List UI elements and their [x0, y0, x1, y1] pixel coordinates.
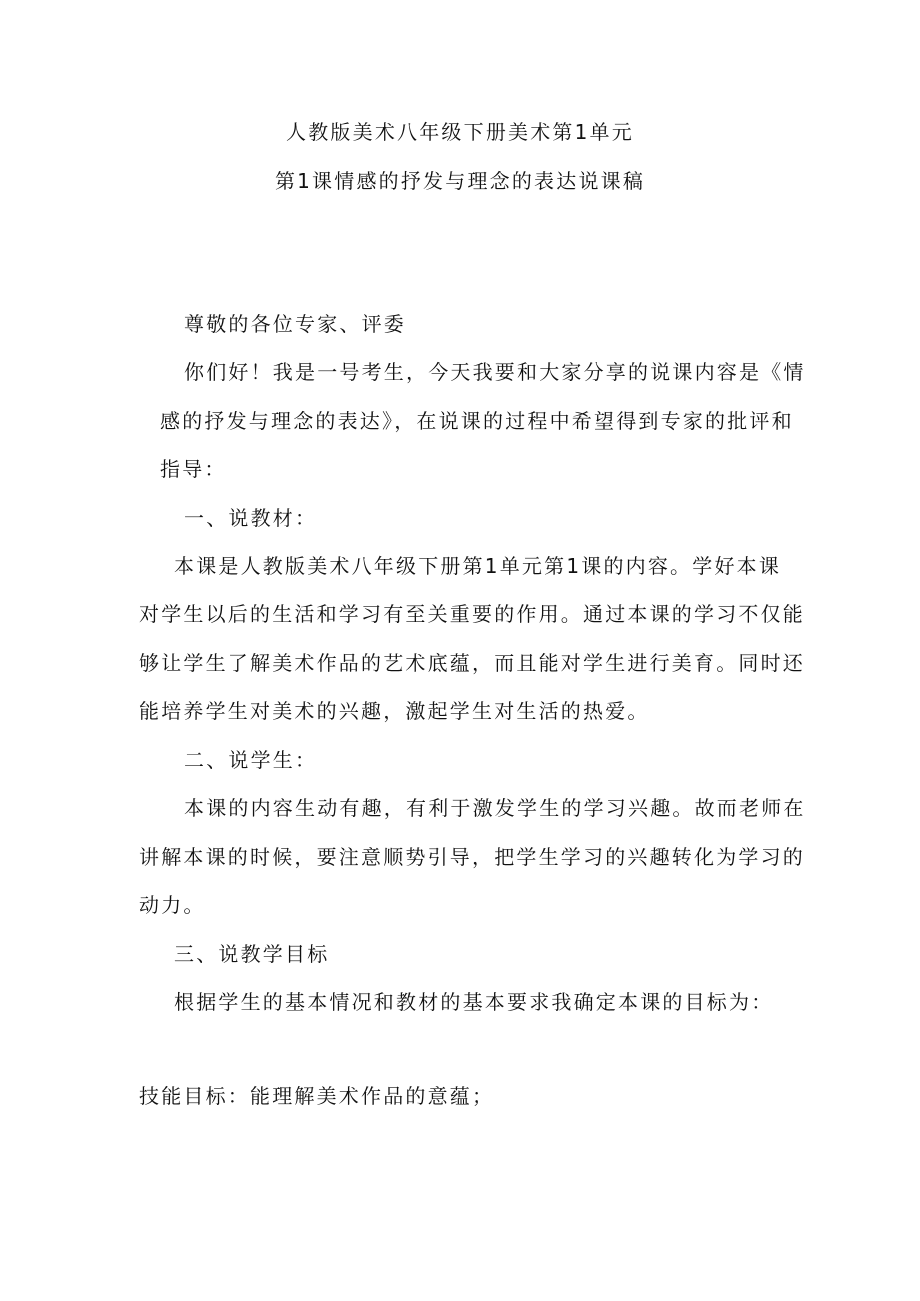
title-line-2: 第1课情感的抒发与理念的表达说课稿 — [274, 169, 646, 193]
section1-line-4: 能培养学生对美术的兴趣，激起学生对生活的热爱。 — [139, 699, 650, 723]
intro-line-3: 指导： — [160, 457, 227, 481]
salutation: 尊敬的各位专家、评委 — [184, 312, 406, 336]
section2-line-3: 动力。 — [139, 893, 206, 917]
intro-line-1: 你们好！我是一号考生，今天我要和大家分享的说课内容是《情 — [184, 360, 806, 384]
section1-line-2: 对学生以后的生活和学习有至关重要的作用。通过本课的学习不仅能 — [139, 602, 805, 626]
section2-line-2: 讲解本课的时候，要注意顺势引导，把学生学习的兴趣转化为学习的 — [139, 845, 805, 869]
section1-line-1: 本课是人教版美术八年级下册第1单元第1课的内容。学好本课 — [174, 554, 782, 578]
section1-line-3: 够让学生了解美术作品的艺术底蕴，而且能对学生进行美育。同时还 — [139, 651, 805, 675]
section3-heading: 三、说教学目标 — [174, 942, 330, 966]
skill-goal: 技能目标：能理解美术作品的意蕴； — [139, 1084, 495, 1108]
title-line-1: 人教版美术八年级下册美术第1单元 — [286, 120, 634, 144]
intro-line-2: 感的抒发与理念的表达》，在说课的过程中希望得到专家的批评和 — [160, 409, 794, 433]
section1-heading: 一、说教材： — [184, 506, 318, 530]
section3-line-1: 根据学生的基本情况和教材的基本要求我确定本课的目标为： — [174, 990, 774, 1014]
section2-heading: 二、说学生： — [184, 748, 318, 772]
section2-line-1: 本课的内容生动有趣，有利于激发学生的学习兴趣。故而老师在 — [184, 796, 806, 820]
